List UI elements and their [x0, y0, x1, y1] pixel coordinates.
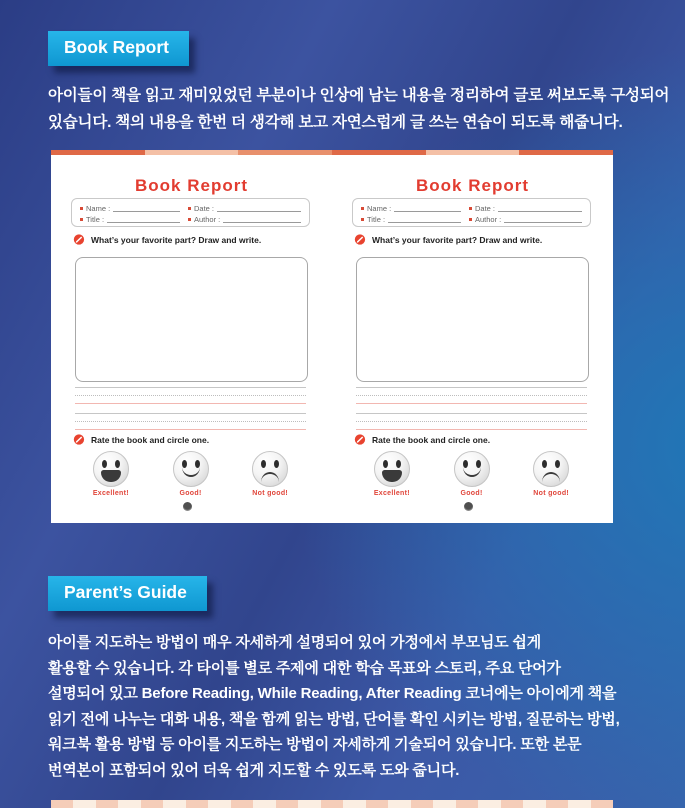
- page-number-dot: [464, 502, 473, 511]
- write-line: [223, 221, 301, 223]
- author-field: [469, 216, 582, 224]
- good-smiley-icon: [173, 451, 209, 487]
- worksheet-title: Book Report: [135, 176, 248, 195]
- favorite-prompt-text: What’s your favorite part? Draw and write.: [372, 234, 543, 245]
- write-line: [504, 221, 582, 223]
- rate-book-prompt: [73, 433, 209, 446]
- book-report-worksheet-image: [51, 150, 613, 523]
- writing-line-group: [75, 387, 306, 404]
- info-row: [80, 214, 301, 223]
- name-label: Name :: [367, 203, 392, 213]
- rating-excellent: [93, 451, 129, 497]
- rating-excellent: [374, 451, 410, 497]
- title-field: [80, 216, 180, 224]
- info-row: [80, 203, 301, 212]
- writing-line-group: [356, 387, 587, 404]
- write-line: [388, 221, 461, 223]
- rate-book-prompt: [354, 433, 490, 446]
- field-bullet: [361, 218, 364, 221]
- info-row: [361, 203, 582, 212]
- book-report-section-badge: [48, 31, 189, 66]
- drawing-box: [75, 257, 308, 382]
- title-label: Title :: [86, 214, 105, 224]
- name-field: [361, 205, 461, 213]
- rating-label: Good!: [179, 490, 202, 497]
- rating-not-good: [533, 451, 569, 497]
- excellent-smiley-icon: [93, 451, 129, 487]
- author-label: Author :: [194, 214, 221, 224]
- writing-line-group: [356, 413, 587, 430]
- rating-label: Not good!: [533, 490, 570, 497]
- field-bullet: [469, 218, 472, 221]
- rating-smileys: [352, 451, 591, 497]
- field-bullet: [188, 207, 191, 210]
- name-label: Name :: [86, 203, 111, 213]
- next-image-top-strip: [51, 800, 613, 808]
- worksheet-title: Book Report: [416, 176, 529, 195]
- write-line: [217, 210, 301, 212]
- info-row: [361, 214, 582, 223]
- author-label: Author :: [475, 214, 502, 224]
- writing-lines: [356, 387, 587, 439]
- field-bullet: [188, 218, 191, 221]
- name-date-box: [352, 198, 591, 227]
- good-smiley-icon: [454, 451, 490, 487]
- field-bullet: [80, 207, 83, 210]
- date-label: Date :: [194, 203, 215, 213]
- rating-good: [173, 451, 209, 497]
- description-line: 활용할 수 있습니다. 각 타이틀 별로 주제에 대한 학습 목표와 스토리, 주요 단어가: [48, 659, 561, 677]
- parents-guide-section-badge: [48, 576, 207, 611]
- book-report-badge-label: Book Report: [64, 37, 169, 57]
- rating-label: Excellent!: [373, 490, 410, 497]
- pencil-icon: [354, 433, 367, 446]
- description-line: 설명되어 있고 Before Reading, While Reading, After Reading 코너에는 아이에게 책을: [48, 685, 617, 702]
- rating-label: Good!: [460, 490, 483, 497]
- pencil-icon: [73, 433, 86, 446]
- description-line: 번역본이 포함되어 있어 더욱 쉽게 지도할 수 있도록 도와 줍니다.: [48, 761, 460, 779]
- pencil-icon: [354, 233, 367, 246]
- description-line: 워크북 활용 방법 등 아이를 지도하는 방법이 자세하게 기술되어 있습니다. 또한 본문: [48, 736, 582, 753]
- rating-smileys: [71, 451, 310, 497]
- description-line: 읽기 전에 나누는 대화 내용, 책을 함께 읽는 방법, 단어를 확인 시키는 방법, 질문하는 방법,: [48, 710, 620, 728]
- description-line: 아이를 지도하는 방법이 매우 자세하게 설명되어 있어 가정에서 부모님도 쉽게: [48, 634, 541, 651]
- title-label: Title :: [367, 214, 386, 224]
- writing-line-group: [75, 413, 306, 430]
- description-line: 아이들이 책을 읽고 재미있었던 부분이나 인상에 남는 내용을 정리하여 글로 써보도록 구성되어: [48, 87, 670, 104]
- parents-guide-badge-label: Parent’s Guide: [64, 582, 187, 602]
- worksheet-page-left: [51, 155, 332, 523]
- excellent-smiley-icon: [374, 451, 410, 487]
- title-field: [361, 216, 461, 224]
- field-bullet: [469, 207, 472, 210]
- field-bullet: [361, 207, 364, 210]
- name-field: [80, 205, 180, 213]
- drawing-box: [356, 257, 589, 382]
- rating-not-good: [252, 451, 288, 497]
- favorite-part-prompt: [354, 233, 542, 246]
- book-report-description: [48, 82, 668, 136]
- not-good-smiley-icon: [252, 451, 288, 487]
- worksheet-page-right: [332, 155, 613, 523]
- date-field: [188, 205, 301, 213]
- page-number-dot: [183, 502, 192, 511]
- date-label: Date :: [475, 203, 496, 213]
- parents-guide-description: [48, 630, 673, 783]
- rating-label: Excellent!: [92, 490, 129, 497]
- rating-label: Not good!: [252, 490, 289, 497]
- favorite-part-prompt: [73, 233, 261, 246]
- pencil-icon: [73, 233, 86, 246]
- writing-lines: [75, 387, 306, 439]
- write-line: [107, 221, 180, 223]
- rating-good: [454, 451, 490, 497]
- not-good-smiley-icon: [533, 451, 569, 487]
- favorite-prompt-text: What’s your favorite part? Draw and write.: [91, 234, 262, 245]
- name-date-box: [71, 198, 310, 227]
- rate-prompt-text: Rate the book and circle one.: [372, 434, 491, 445]
- write-line: [498, 210, 582, 212]
- field-bullet: [80, 218, 83, 221]
- date-field: [469, 205, 582, 213]
- author-field: [188, 216, 301, 224]
- write-line: [394, 210, 461, 212]
- description-line: 있습니다. 책의 내용을 한번 더 생각해 보고 자연스럽게 글 쓰는 연습이 되도록 해줍니다.: [48, 114, 623, 131]
- rate-prompt-text: Rate the book and circle one.: [91, 434, 210, 445]
- worksheet-pages: [51, 155, 613, 523]
- write-line: [113, 210, 180, 212]
